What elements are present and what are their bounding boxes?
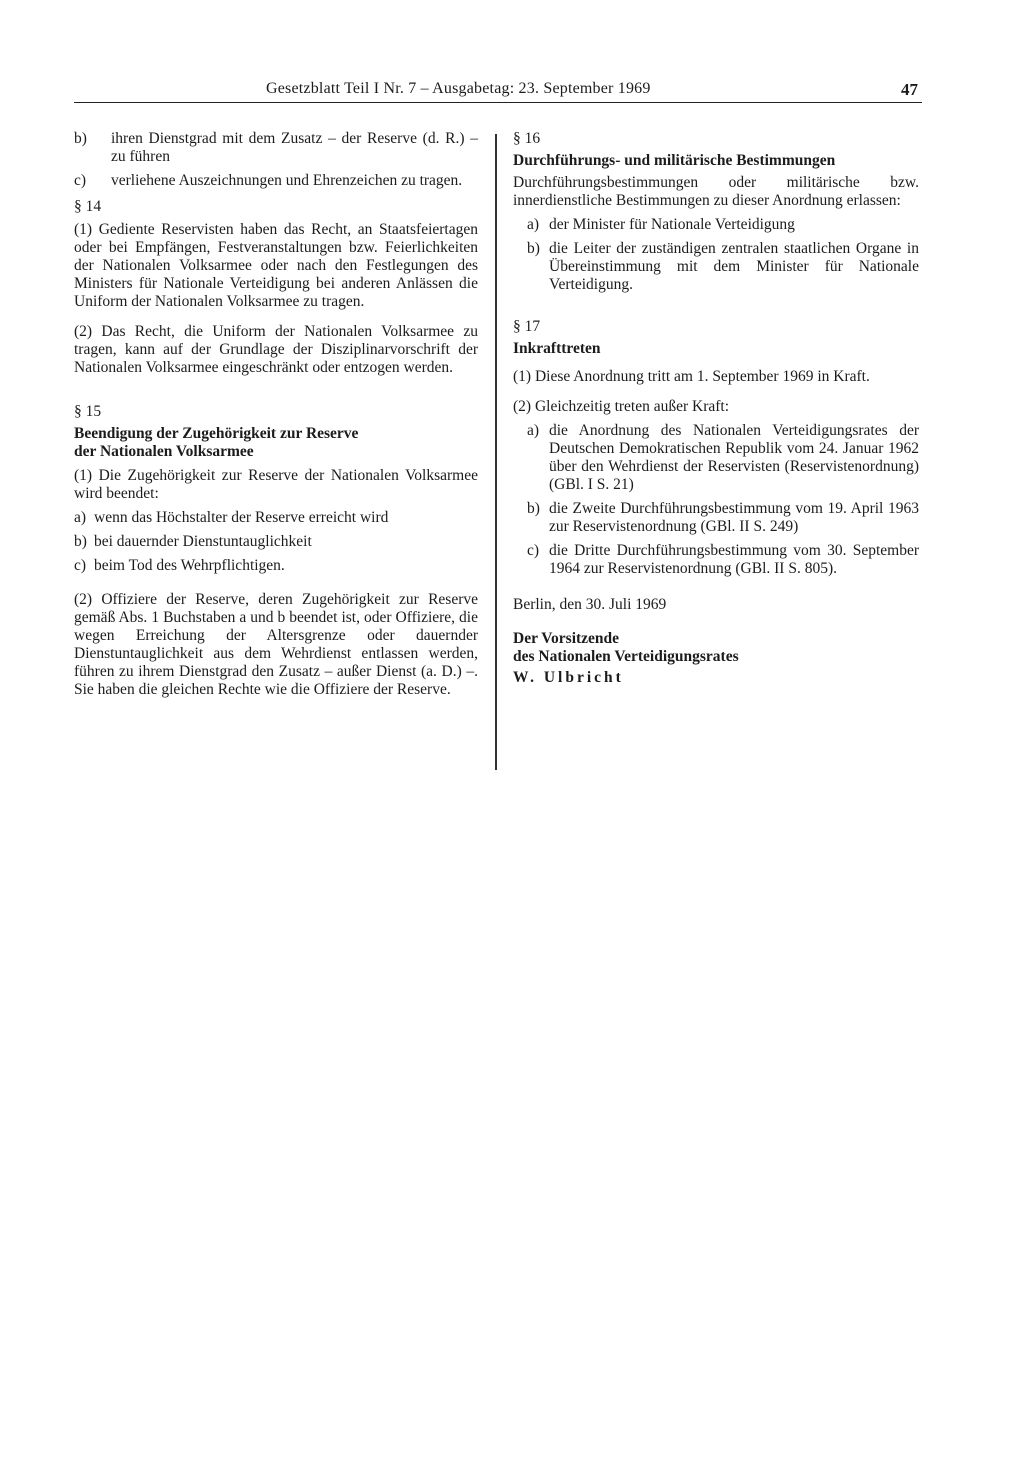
list-item (74, 557, 478, 575)
section-16-paragraph-1: Durchführungsbestimmungen oder militärische bzw. innerdienstliche Bestimmungen zu dieser Anordnung erlassen: (513, 174, 919, 209)
item-text: verliehene Auszeichnungen und Ehrenzeichen zu tragen. (111, 172, 463, 189)
item-label: a) (527, 216, 540, 233)
left-column (74, 130, 478, 699)
item-label: c) (74, 172, 87, 189)
item-label: b) (74, 533, 87, 550)
item-label: b) (527, 500, 540, 517)
item-text: die Anordnung des Nationalen Verteidigungsrates der Deutschen Demokratischen Republik vom 24. Januar 1962 über den Wehrdienst der Reservisten (Reservistenordnung) (GBl. I S. 21) (549, 422, 919, 493)
signature-title-line-2: des Nationalen Verteidigungsrates (513, 648, 739, 665)
section-17-number: § 17 (513, 318, 541, 335)
signature-title-line-1: Der Vorsitzende (513, 630, 620, 647)
item-text: beim Tod des Wehrpflichtigen. (94, 557, 285, 574)
item-text: wenn das Höchstalter der Reserve erreicht wird (94, 509, 389, 526)
section-14-number: § 14 (74, 198, 102, 215)
section-15-heading-line-1: Beendigung der Zugehörigkeit zur Reserve (74, 425, 359, 442)
section-16-heading: Durchführungs- und militärische Bestimmungen (513, 152, 836, 169)
item-text: der Minister für Nationale Verteidigung (549, 216, 795, 233)
section-15-paragraph-2: (2) Offiziere der Reserve, deren Zugehörigkeit zur Reserve gemäß Abs. 1 Buchstaben a und b beendet ist, oder Offiziere, die wegen Erreichung der Altersgrenze oder dauernder Dienstuntauglichkeit aus dem Wehrdienst entlassen werden, führen zu ihrem Dienstgrad den Zusatz – außer Dienst (a. D.) –. Sie haben die gleichen Rechte wie die Offiziere der Reserve. (74, 591, 478, 698)
section-17-heading: Inkrafttreten (513, 340, 601, 357)
list-item (513, 240, 919, 294)
page-header (74, 80, 922, 103)
list-item (513, 500, 919, 536)
item-label: b) (74, 130, 87, 147)
item-label: a) (74, 509, 87, 526)
section-15-number: § 15 (74, 403, 102, 420)
item-text: die Zweite Durchführungsbestimmung vom 19. April 1963 zur Reservistenordnung (GBl. II S. 249) (549, 500, 919, 535)
section-15-paragraph-1: (1) Die Zugehörigkeit zur Reserve der Nationalen Volksarmee wird beendet: (74, 467, 478, 502)
item-label: c) (74, 557, 87, 574)
list-item (513, 542, 919, 578)
section-14-paragraph-1: (1) Gediente Reservisten haben das Recht, an Staatsfeiertagen oder bei Empfängen, Festveranstaltungen bzw. Feierlichkeiten der Nationalen Volksarmee oder nach den Festlegungen des Ministers für Nationale Verteidigung bei anderen Anlässen die Uniform der Nationalen Volksarmee zu tragen. (74, 221, 478, 310)
section-16-number: § 16 (513, 130, 541, 147)
item-label: a) (527, 422, 540, 439)
place-and-date: Berlin, den 30. Juli 1969 (513, 596, 667, 613)
header-title: Gesetzblatt Teil I Nr. 7 – Ausgabetag: 23. September 1969 (266, 80, 651, 97)
page-number: 47 (901, 80, 918, 99)
list-item (513, 422, 919, 494)
section-17-paragraph-1: (1) Diese Anordnung tritt am 1. September 1969 in Kraft. (513, 368, 870, 385)
section-15-heading-line-2: der Nationalen Volksarmee (74, 443, 254, 460)
column-divider (495, 134, 497, 770)
list-item (74, 130, 478, 166)
list-item (513, 216, 919, 234)
item-label: c) (527, 542, 540, 559)
item-text: die Dritte Durchführungsbestimmung vom 30. September 1964 zur Reservistenordnung (GBl. II S. 805). (549, 542, 919, 577)
section-17-paragraph-2: (2) Gleichzeitig treten außer Kraft: (513, 398, 730, 415)
list-item (74, 533, 478, 551)
list-item (74, 509, 478, 527)
item-text: ihren Dienstgrad mit dem Zusatz – der Reserve (d. R.) – zu führen (111, 130, 478, 165)
list-item (74, 172, 478, 190)
item-text: bei dauernder Dienstuntauglichkeit (94, 533, 312, 550)
section-14-paragraph-2: (2) Das Recht, die Uniform der Nationalen Volksarmee zu tragen, kann auf der Grundlage der Disziplinarvorschrift der Nationalen Volksarmee eingeschränkt oder entzogen werden. (74, 323, 478, 376)
item-text: die Leiter der zuständigen zentralen staatlichen Organe in Übereinstimmung mit dem Minister für Nationale Verteidigung. (549, 240, 919, 293)
right-column (513, 130, 919, 687)
item-label: b) (527, 240, 540, 257)
signature-name: W. Ulbricht (513, 669, 624, 686)
